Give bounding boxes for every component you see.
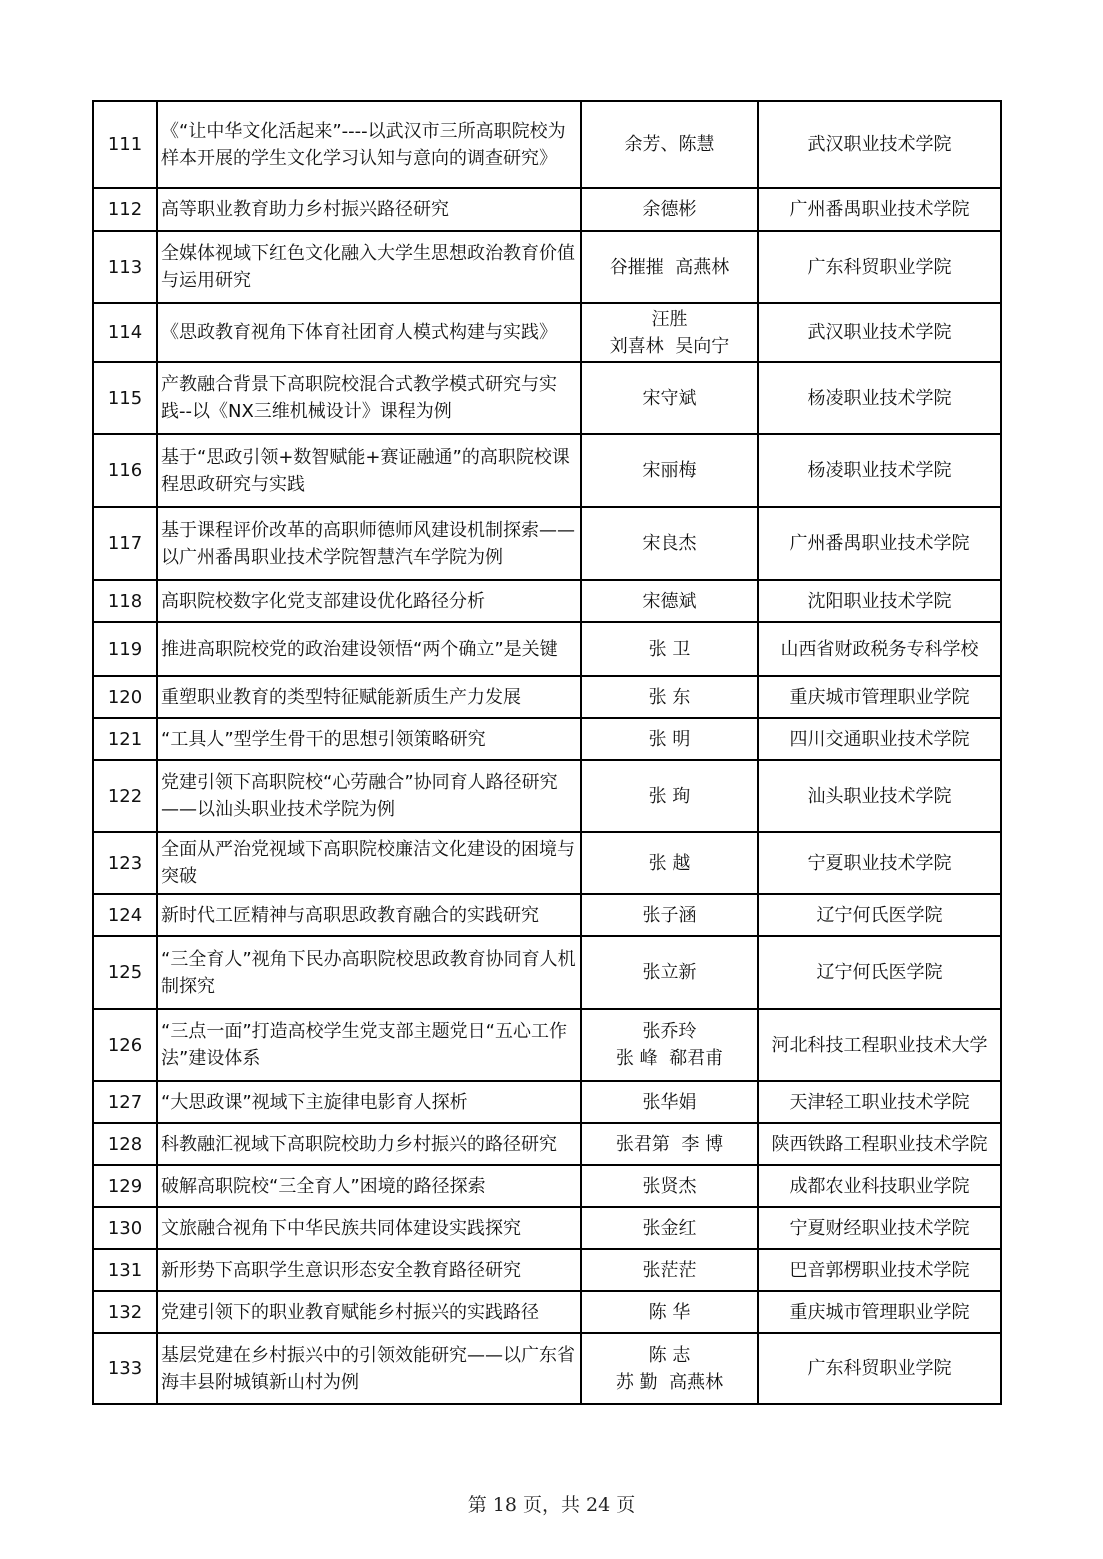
row-number: 133 (93, 1333, 157, 1404)
table-row (93, 1165, 1001, 1207)
author-cell (581, 676, 758, 718)
row-number: 113 (93, 231, 157, 303)
institution: 河北科技工程职业技术大学 (758, 1009, 1001, 1081)
table-row (93, 760, 1001, 832)
table-row (93, 362, 1001, 434)
institution: 山西省财政税务专科学校 (758, 622, 1001, 676)
institution: 武汉职业技术学院 (758, 101, 1001, 188)
author-name: 谷摧摧 高燕林 (609, 256, 730, 278)
author-cell (581, 303, 758, 362)
project-table (92, 100, 1002, 1405)
table-row (93, 231, 1001, 303)
author-name: 刘喜林 吴向宁 (609, 335, 730, 357)
row-number: 111 (93, 101, 157, 188)
author-cell (581, 1333, 758, 1404)
project-title: 基层党建在乡村振兴中的引领效能研究——以广东省海丰县附城镇新山村为例 (157, 1333, 581, 1404)
project-title: 重塑职业教育的类型特征赋能新质生产力发展 (157, 676, 581, 718)
table-row (93, 832, 1001, 894)
project-title: 高等职业教育助力乡村振兴路径研究 (157, 188, 581, 231)
institution: 宁夏职业技术学院 (758, 832, 1001, 894)
row-number: 121 (93, 718, 157, 760)
project-title: 高职院校数字化党支部建设优化路径分析 (157, 580, 581, 622)
row-number: 131 (93, 1249, 157, 1291)
author-cell (581, 1009, 758, 1081)
table-row (93, 1249, 1001, 1291)
author-cell (581, 832, 758, 894)
row-number: 115 (93, 362, 157, 434)
project-title: “三全育人”视角下民办高职院校思政教育协同育人机制探究 (157, 936, 581, 1009)
row-number: 128 (93, 1123, 157, 1165)
author-name: 张 明 (648, 728, 691, 750)
author-name: 宋丽梅 (642, 460, 697, 481)
institution: 陕西铁路工程职业技术学院 (758, 1123, 1001, 1165)
institution: 广州番禺职业技术学院 (758, 188, 1001, 231)
row-number: 114 (93, 303, 157, 362)
project-title: 党建引领下高职院校“心劳融合”协同育人路径研究——以汕头职业技术学院为例 (157, 760, 581, 832)
author-cell (581, 434, 758, 507)
author-cell (581, 231, 758, 303)
row-number: 129 (93, 1165, 157, 1207)
project-title: 产教融合背景下高职院校混合式教学模式研究与实践--以《NX三维机械设计》课程为例 (157, 362, 581, 434)
project-title: 基于“思政引领+数智赋能+赛证融通”的高职院校课程思政研究与实践 (157, 434, 581, 507)
author-cell (581, 188, 758, 231)
author-cell (581, 1249, 758, 1291)
author-name: 宋守斌 (642, 387, 697, 409)
row-number: 130 (93, 1207, 157, 1249)
author-name: 宋德斌 (642, 590, 697, 612)
table-row (93, 936, 1001, 1009)
row-number: 126 (93, 1009, 157, 1081)
author-name: 余芳、陈慧 (624, 134, 715, 155)
table-row (93, 894, 1001, 936)
row-number: 116 (93, 434, 157, 507)
author-name: 张金红 (642, 1217, 697, 1239)
author-cell (581, 580, 758, 622)
author-name: 张 珣 (648, 785, 691, 807)
table-row (93, 1207, 1001, 1249)
table-row (93, 580, 1001, 622)
table-row (93, 101, 1001, 188)
author-name: 苏 勤 高燕林 (615, 1371, 724, 1393)
row-number: 112 (93, 188, 157, 231)
author-cell (581, 101, 758, 188)
row-number: 120 (93, 676, 157, 718)
author-cell (581, 1207, 758, 1249)
row-number: 119 (93, 622, 157, 676)
row-number: 123 (93, 832, 157, 894)
row-number: 127 (93, 1081, 157, 1123)
institution: 重庆城市管理职业学院 (758, 676, 1001, 718)
table-row (93, 434, 1001, 507)
row-number: 118 (93, 580, 157, 622)
project-title: 基于课程评价改革的高职师德师风建设机制探索——以广州番禺职业技术学院智慧汽车学院为例 (157, 507, 581, 580)
author-cell (581, 507, 758, 580)
author-name: 张 东 (648, 686, 691, 708)
institution: 辽宁何氏医学院 (758, 894, 1001, 936)
institution: 杨凌职业技术学院 (758, 434, 1001, 507)
project-title: 《思政教育视角下体育社团育人模式构建与实践》 (157, 303, 581, 362)
project-title: 全媒体视域下红色文化融入大学生思想政治教育价值与运用研究 (157, 231, 581, 303)
project-title: “工具人”型学生骨干的思想引领策略研究 (157, 718, 581, 760)
author-name: 余德彬 (642, 199, 697, 220)
row-number: 124 (93, 894, 157, 936)
row-number: 125 (93, 936, 157, 1009)
table-row (93, 303, 1001, 362)
table-row (93, 718, 1001, 760)
author-name: 宋良杰 (642, 533, 697, 554)
author-name: 张贤杰 (642, 1175, 697, 1197)
author-cell (581, 718, 758, 760)
institution: 宁夏财经职业技术学院 (758, 1207, 1001, 1249)
project-title: 全面从严治党视域下高职院校廉洁文化建设的困境与突破 (157, 832, 581, 894)
project-title: 《“让中华文化活起来”----以武汉市三所高职院校为样本开展的学生文化学习认知与意向的调查研究》 (157, 101, 581, 188)
institution: 巴音郭楞职业技术学院 (758, 1249, 1001, 1291)
author-cell (581, 936, 758, 1009)
project-title: “大思政课”视域下主旋律电影育人探析 (157, 1081, 581, 1123)
author-cell (581, 1081, 758, 1123)
institution: 成都农业科技职业学院 (758, 1165, 1001, 1207)
author-name: 张华娟 (642, 1091, 697, 1113)
table-row (93, 622, 1001, 676)
author-name: 张 峰 郗君甫 (615, 1048, 724, 1069)
author-name: 张 卫 (648, 638, 691, 660)
institution: 沈阳职业技术学院 (758, 580, 1001, 622)
institution: 广东科贸职业学院 (758, 1333, 1001, 1404)
project-title: “三点一面”打造高校学生党支部主题党日“五心工作法”建设体系 (157, 1009, 581, 1081)
author-name: 张立新 (642, 962, 697, 983)
project-title: 新时代工匠精神与高职思政教育融合的实践研究 (157, 894, 581, 936)
author-cell (581, 894, 758, 936)
author-name: 陈 志 (648, 1344, 691, 1366)
author-name: 张子涵 (642, 904, 697, 926)
author-name: 张君第 李 博 (615, 1133, 724, 1155)
author-cell (581, 1123, 758, 1165)
institution: 天津轻工职业技术学院 (758, 1081, 1001, 1123)
author-cell (581, 362, 758, 434)
project-title: 破解高职院校“三全育人”困境的路径探索 (157, 1165, 581, 1207)
row-number: 122 (93, 760, 157, 832)
institution: 广东科贸职业学院 (758, 231, 1001, 303)
institution: 广州番禺职业技术学院 (758, 507, 1001, 580)
institution: 四川交通职业技术学院 (758, 718, 1001, 760)
institution: 汕头职业技术学院 (758, 760, 1001, 832)
author-cell (581, 760, 758, 832)
project-title: 推进高职院校党的政治建设领悟“两个确立”是关键 (157, 622, 581, 676)
table-row (93, 1123, 1001, 1165)
project-title: 新形势下高职学生意识形态安全教育路径研究 (157, 1249, 581, 1291)
table-row (93, 188, 1001, 231)
table-row (93, 507, 1001, 580)
table-row (93, 1081, 1001, 1123)
row-number: 117 (93, 507, 157, 580)
project-title: 文旅融合视角下中华民族共同体建设实践探究 (157, 1207, 581, 1249)
institution: 武汉职业技术学院 (758, 303, 1001, 362)
author-cell (581, 622, 758, 676)
table-row (93, 676, 1001, 718)
institution: 杨凌职业技术学院 (758, 362, 1001, 434)
project-title: 党建引领下的职业教育赋能乡村振兴的实践路径 (157, 1291, 581, 1333)
institution: 重庆城市管理职业学院 (758, 1291, 1001, 1333)
institution: 辽宁何氏医学院 (758, 936, 1001, 1009)
author-name: 张乔玲 (642, 1021, 697, 1042)
project-title: 科教融汇视域下高职院校助力乡村振兴的路径研究 (157, 1123, 581, 1165)
author-name: 张茫茫 (642, 1259, 697, 1281)
page-number: 第 18 页，共 24 页 (467, 1494, 636, 1516)
author-cell (581, 1291, 758, 1333)
table-row (93, 1009, 1001, 1081)
author-name: 张 越 (648, 852, 691, 874)
table-row (93, 1291, 1001, 1333)
table-row (93, 1333, 1001, 1404)
author-name: 陈 华 (648, 1301, 691, 1323)
row-number: 132 (93, 1291, 157, 1333)
author-name: 汪胜 (651, 308, 688, 330)
author-cell (581, 1165, 758, 1207)
